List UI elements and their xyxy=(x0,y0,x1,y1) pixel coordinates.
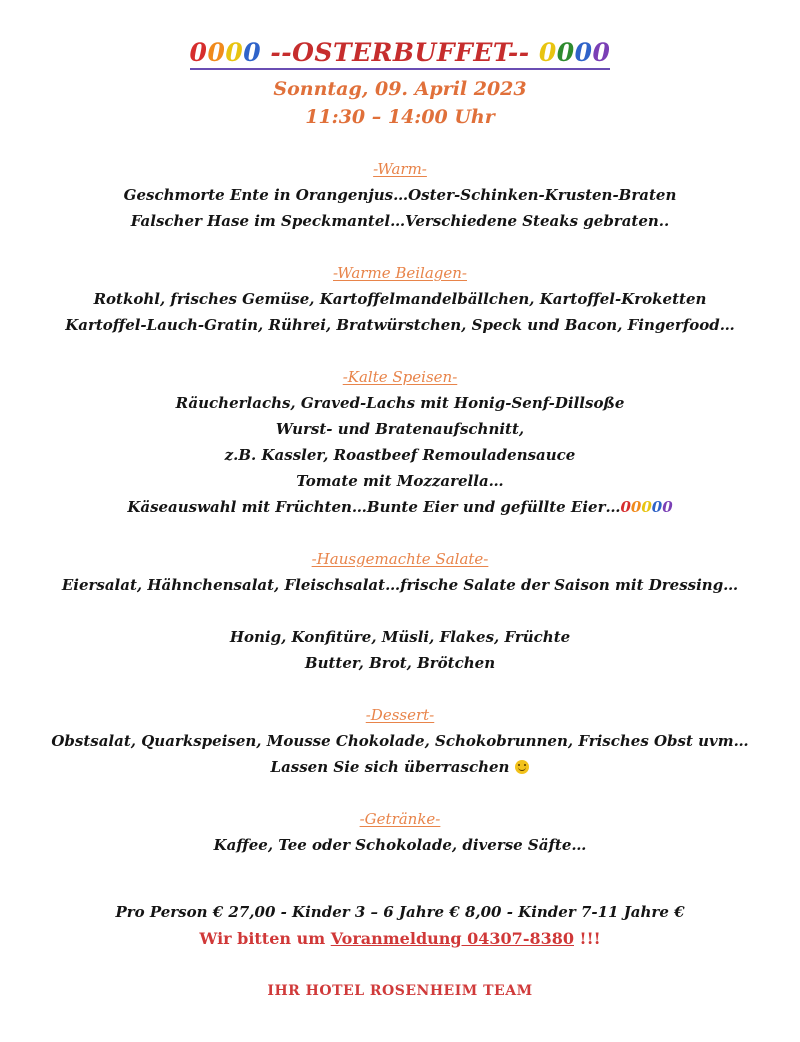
egg-row-right xyxy=(539,38,611,67)
menu-line-with-eggs xyxy=(0,498,800,516)
title-text: --OSTERBUFFET-- xyxy=(270,38,539,67)
egg-mark: 0 xyxy=(630,498,642,516)
egg-row-inline xyxy=(620,498,672,516)
menu-line: Butter, Brot, Brötchen xyxy=(304,654,496,672)
egg-mark: 0 xyxy=(574,38,593,67)
section-heading-salate: -Hausgemachte Salate- xyxy=(311,550,489,568)
egg-row-left xyxy=(190,38,271,67)
menu-line: Obstsalat, Quarkspeisen, Mousse Chokolade, Schokobrunnen, Frisches Obst uvm… xyxy=(51,732,749,750)
buffet-title xyxy=(0,38,800,67)
smiley-icon xyxy=(515,760,529,774)
menu-line: Eiersalat, Hähnchensalat, Fleischsalat…frische Salate der Saison mit Dressing… xyxy=(61,576,739,594)
egg-mark: 0 xyxy=(207,38,226,67)
menu-line-text: Lassen Sie sich überraschen xyxy=(270,758,510,776)
menu-line: Kartoffel-Lauch-Gratin, Rührei, Bratwürstchen, Speck und Bacon, Fingerfood… xyxy=(65,316,735,334)
egg-mark: 0 xyxy=(651,498,663,516)
menu-line: Honig, Konfitüre, Müsli, Flakes, Früchte xyxy=(229,628,571,646)
menu-line-with-smiley xyxy=(0,758,800,776)
egg-mark: 0 xyxy=(592,38,611,67)
menu-line: z.B. Kassler, Roastbeef Remouladensauce xyxy=(224,446,576,464)
egg-mark: 0 xyxy=(225,38,244,67)
menu-line: Wurst- und Bratenaufschnitt, xyxy=(275,420,525,438)
event-time: 11:30 – 14:00 Uhr xyxy=(305,106,495,128)
section-heading-warm: -Warm- xyxy=(373,160,427,178)
menu-line: Kaffee, Tee oder Schokolade, diverse Säfte… xyxy=(213,836,587,854)
menu-line: Rotkohl, frisches Gemüse, Kartoffelmandelbällchen, Kartoffel-Kroketten xyxy=(93,290,707,308)
egg-mark: 0 xyxy=(620,498,631,516)
egg-mark: 0 xyxy=(556,38,575,67)
section-heading-warme-beilagen: -Warme Beilagen- xyxy=(333,264,467,282)
prebook-suffix: !!! xyxy=(573,929,601,948)
menu-line: Geschmorte Ente in Orangenjus…Oster-Schinken-Krusten-Braten xyxy=(123,186,677,204)
team-signature: IHR HOTEL ROSENHEIM TEAM xyxy=(267,983,533,999)
section-heading-kalte-speisen: -Kalte Speisen- xyxy=(342,368,458,386)
egg-mark: 0 xyxy=(641,498,652,516)
title-underline xyxy=(190,38,611,70)
menu-line-text: Käseauswahl mit Früchten…Bunte Eier und gefüllte Eier… xyxy=(127,498,621,516)
event-date: Sonntag, 09. April 2023 xyxy=(273,78,527,100)
prebook-notice xyxy=(0,929,800,948)
section-heading-getraenke: -Getränke- xyxy=(359,810,441,828)
egg-mark: 0 xyxy=(538,38,557,67)
section-heading-dessert: -Dessert- xyxy=(365,706,435,724)
menu-line: Tomate mit Mozzarella… xyxy=(296,472,504,490)
egg-mark: 0 xyxy=(189,38,208,67)
menu-line: Falscher Hase im Speckmantel…Verschiedene Steaks gebraten.. xyxy=(130,212,670,230)
egg-mark: 0 xyxy=(662,498,673,516)
prebook-phone: Voranmeldung 04307-8380 xyxy=(330,929,574,948)
egg-mark: 0 xyxy=(243,38,262,67)
price-info: Pro Person € 27,00 - Kinder 3 – 6 Jahre € 8,00 - Kinder 7-11 Jahre € xyxy=(115,903,685,921)
menu-line: Räucherlachs, Graved-Lachs mit Honig-Senf-Dillsoße xyxy=(175,394,625,412)
prebook-prefix: Wir bitten um xyxy=(199,929,331,948)
